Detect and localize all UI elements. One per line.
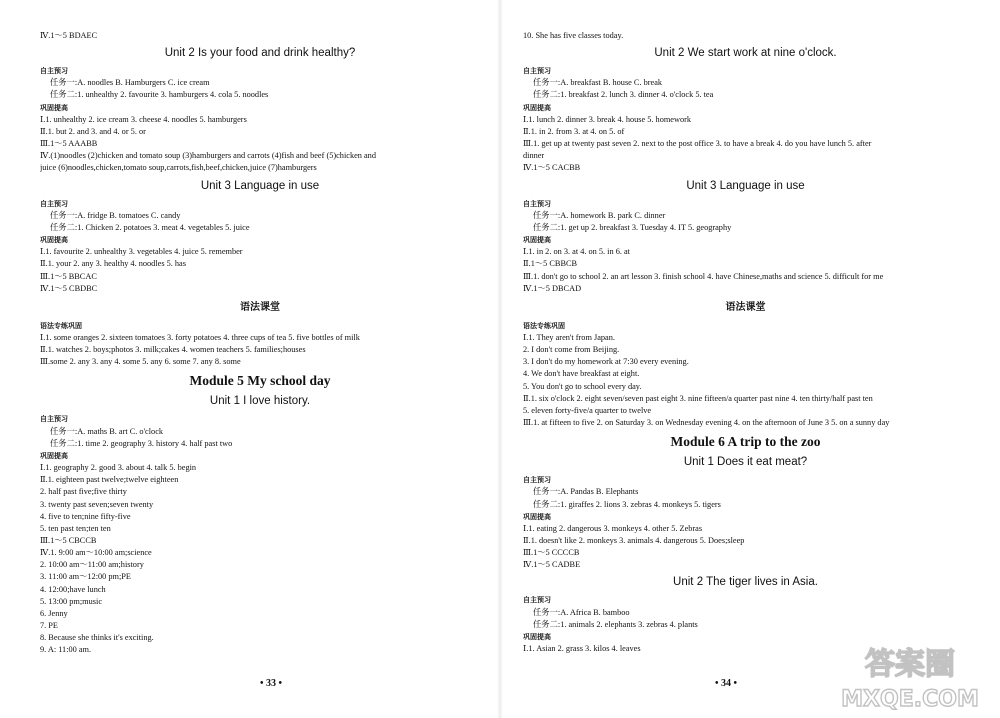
answer-line: juice (6)noodles,chicken,tomato soup,carrots,fish,beef,chicken,juice (7)hamburgers — [40, 163, 317, 173]
section-label: 巩固提高 — [40, 103, 68, 112]
section-label: 巩固提高 — [40, 236, 68, 245]
answer-line: Ⅱ.1. eighteen past twelve;twelve eighteen — [40, 475, 179, 485]
unit-heading: Unit 1 Does it eat meat? — [683, 456, 808, 469]
answer-line: Ⅱ.1. watches 2. boys;photos 3. milk;cakes 4. women teachers 5. families;houses — [40, 345, 306, 355]
watermark-bottom-text: MXQE.COM — [841, 687, 979, 712]
answer-line: 5. ten past ten;ten ten — [40, 523, 111, 533]
section-label: 语法专练巩固 — [40, 321, 82, 330]
answer-line: 任务一:A. fridge B. tomatoes C. candy — [50, 210, 181, 220]
answer-line: Ⅱ.1. but 2. and 3. and 4. or 5. or — [40, 126, 146, 136]
answer-line: Ⅱ.1. six o'clock 2. eight seven/seven past eight 3. nine fifteen/a quarter past nine 4. ten thirty/half past ten — [523, 393, 873, 403]
answer-line: Ⅲ.1～5 CBCCB — [40, 536, 97, 545]
answer-line: 10. She has five classes today. — [523, 31, 624, 40]
section-label: 自主预习 — [40, 67, 68, 76]
unit-heading: Unit 1 I love history. — [209, 395, 311, 408]
page-number-right: • 34 • — [715, 678, 738, 689]
answer-line: Ⅲ.1～5 BBCAC — [40, 271, 97, 281]
answer-line: 任务一:A. breakfast B. house C. break — [533, 78, 663, 88]
right-answer-column — [523, 30, 968, 655]
answer-line: Ⅲ.1. don't go to school 2. an art lesson 3. finish school 4. have Chinese,maths and science 5. difficult for me — [523, 271, 884, 281]
answer-line: 4. 12:00;have lunch — [40, 584, 106, 594]
answer-line: 任务二:1. get up 2. breakfast 3. Tuesday 4. IT 5. geography — [533, 222, 732, 232]
answer-line: 任务二:1. unhealthy 2. favourite 3. hamburgers 4. cola 5. noodles — [50, 90, 269, 100]
answer-line: 3. 11:00 am～12:00 pm;PE — [40, 572, 131, 582]
answer-line: 任务一:A. noodles B. Hamburgers C. ice cream — [50, 78, 210, 88]
grammar-section-heading: 语法课堂 — [725, 301, 766, 313]
answer-line: Ⅲ.1. at fifteen to five 2. on Saturday 3. on Wednesday evening 4. on the afternoon of June 3 5. on a sunny day — [523, 418, 890, 428]
unit-heading: Unit 3 Language in use — [686, 179, 805, 192]
answer-line: 2. half past five;five thirty — [40, 487, 127, 497]
answer-line: Ⅰ.1. favourite 2. unhealthy 3. vegetables 4. juice 5. remember — [40, 247, 243, 257]
section-label: 自主预习 — [40, 415, 68, 424]
section-label: 自主预习 — [523, 596, 551, 605]
left-answer-column — [40, 30, 480, 657]
answer-line: 任务二:1. time 2. geography 3. history 4. half past two — [50, 438, 233, 448]
section-label: 巩固提高 — [523, 632, 551, 641]
answer-line: Ⅲ.1. get up at twenty past seven 2. next to the post office 3. to have a break 4. do you have lunch 5. after — [523, 139, 872, 149]
answer-line: Ⅰ.1. eating 2. dangerous 3. monkeys 4. other 5. Zebras — [523, 523, 703, 533]
section-label: 巩固提高 — [523, 236, 551, 245]
answer-line: 任务二:1. giraffes 2. lions 3. zebras 4. monkeys 5. tigers — [533, 499, 721, 509]
page-number-left: • 33 • — [260, 678, 283, 689]
section-label: 巩固提高 — [40, 451, 68, 460]
answer-line: Ⅳ.1～5 CACBB — [523, 163, 581, 173]
answer-line: 3. twenty past seven;seven twenty — [40, 499, 154, 509]
unit-heading: Unit 2 Is your food and drink healthy? — [164, 47, 356, 60]
section-label: 自主预习 — [523, 67, 551, 76]
answer-line: Ⅳ.1～5 CADBE — [523, 560, 581, 570]
answer-line: Ⅳ.1～5 CBDBC — [40, 283, 98, 293]
section-label: 巩固提高 — [523, 512, 551, 521]
answer-line: Ⅱ.1～5 CBBCB — [523, 259, 578, 269]
answer-line: 8. Because she thinks it's exciting. — [40, 633, 154, 643]
left-page — [0, 0, 497, 718]
watermark-top-text: 答案圈 — [865, 647, 955, 682]
answer-line: Ⅳ.(1)noodles (2)chicken and tomato soup (3)hamburgers and carrots (4)fish and beef (5)chicken and — [40, 151, 376, 161]
answer-line: 5. 13:00 pm;music — [40, 596, 102, 606]
answer-line: 任务一:A. Africa B. bamboo — [533, 607, 630, 617]
answer-line: 3. I don't do my homework at 7:30 every evening. — [523, 357, 689, 367]
grammar-section-heading: 语法课堂 — [240, 301, 280, 313]
module-heading: Module 5 My school day — [189, 373, 331, 389]
section-label: 自主预习 — [523, 476, 551, 485]
unit-heading: Unit 3 Language in use — [200, 179, 320, 192]
answer-line: 任务二:1. Chicken 2. potatoes 3. meat 4. vegetables 5. juice — [50, 222, 250, 232]
answer-line: Ⅰ.1. unhealthy 2. ice cream 3. cheese 4. noodles 5. hamburgers — [40, 114, 247, 124]
answer-line: 4. We don't have breakfast at eight. — [523, 369, 640, 379]
answer-line: 6. Jenny — [40, 608, 68, 618]
unit-heading: Unit 2 The tiger lives in Asia. — [673, 576, 818, 589]
section-label: 巩固提高 — [523, 103, 551, 112]
answer-line: 5. You don't go to school every day. — [523, 381, 642, 391]
answer-line: 7. PE — [40, 621, 58, 631]
unit-heading: Unit 2 We start work at nine o'clock. — [654, 47, 837, 60]
answer-line: 2. 10:00 am～11:00 am;history — [40, 560, 144, 570]
answer-line: Ⅰ.1. lunch 2. dinner 3. break 4. house 5. homework — [523, 114, 692, 124]
section-label: 自主预习 — [523, 199, 551, 208]
answer-line: 任务一:A. maths B. art C. o'clock — [50, 426, 164, 436]
right-page — [503, 0, 1000, 718]
answer-line: 5. eleven forty-five/a quarter to twelve — [523, 405, 652, 415]
answer-line: Ⅰ.1. in 2. on 3. at 4. on 5. in 6. at — [523, 247, 630, 257]
answer-line: Ⅳ.1～5 BDAEC — [40, 31, 98, 40]
answer-line: 2. I don't come from Beijing. — [523, 345, 620, 355]
answer-line: Ⅲ.1～5 CCCCB — [523, 548, 580, 558]
answer-line: Ⅰ.1. Asian 2. grass 3. kilos 4. leaves — [523, 644, 641, 654]
answer-line: Ⅱ.1. in 2. from 3. at 4. on 5. of — [523, 126, 625, 136]
answer-line: Ⅲ.some 2. any 3. any 4. some 5. any 6. some 7. any 8. some — [40, 357, 241, 367]
answer-line: 9. A: 11:00 am. — [40, 645, 92, 655]
answer-line: Ⅲ.1～5 AAABB — [40, 139, 98, 149]
answer-line: 任务二:1. animals 2. elephants 3. zebras 4. plants — [533, 619, 698, 629]
answer-line: Ⅳ.1. 9:00 am～10:00 am;science — [40, 548, 152, 558]
answer-line: dinner — [523, 151, 545, 161]
section-label: 语法专练巩固 — [523, 321, 565, 330]
watermark-logo — [826, 640, 994, 712]
module-heading: Module 6 A trip to the zoo — [670, 434, 821, 450]
answer-line: Ⅰ.1. some oranges 2. sixteen tomatoes 3. forty potatoes 4. three cups of tea 5. five bottles of milk — [40, 332, 360, 342]
answer-line: Ⅰ.1. They aren't from Japan. — [523, 332, 615, 342]
answer-line: Ⅱ.1. your 2. any 3. healthy 4. noodles 5. has — [40, 259, 186, 269]
section-label: 自主预习 — [40, 199, 68, 208]
answer-line: Ⅳ.1～5 DBCAD — [523, 283, 582, 293]
answer-line: 任务一:A. homework B. park C. dinner — [533, 210, 666, 220]
answer-line: 任务二:1. breakfast 2. lunch 3. dinner 4. o'clock 5. tea — [533, 90, 714, 100]
answer-line: 任务一:A. Pandas B. Elephants — [533, 487, 639, 497]
answer-line: 4. five to ten;nine fifty-five — [40, 511, 131, 521]
answer-line: Ⅱ.1. doesn't like 2. monkeys 3. animals 4. dangerous 5. Does;sleep — [523, 536, 745, 545]
answer-line: Ⅰ.1. geography 2. good 3. about 4. talk 5. begin — [40, 463, 197, 473]
